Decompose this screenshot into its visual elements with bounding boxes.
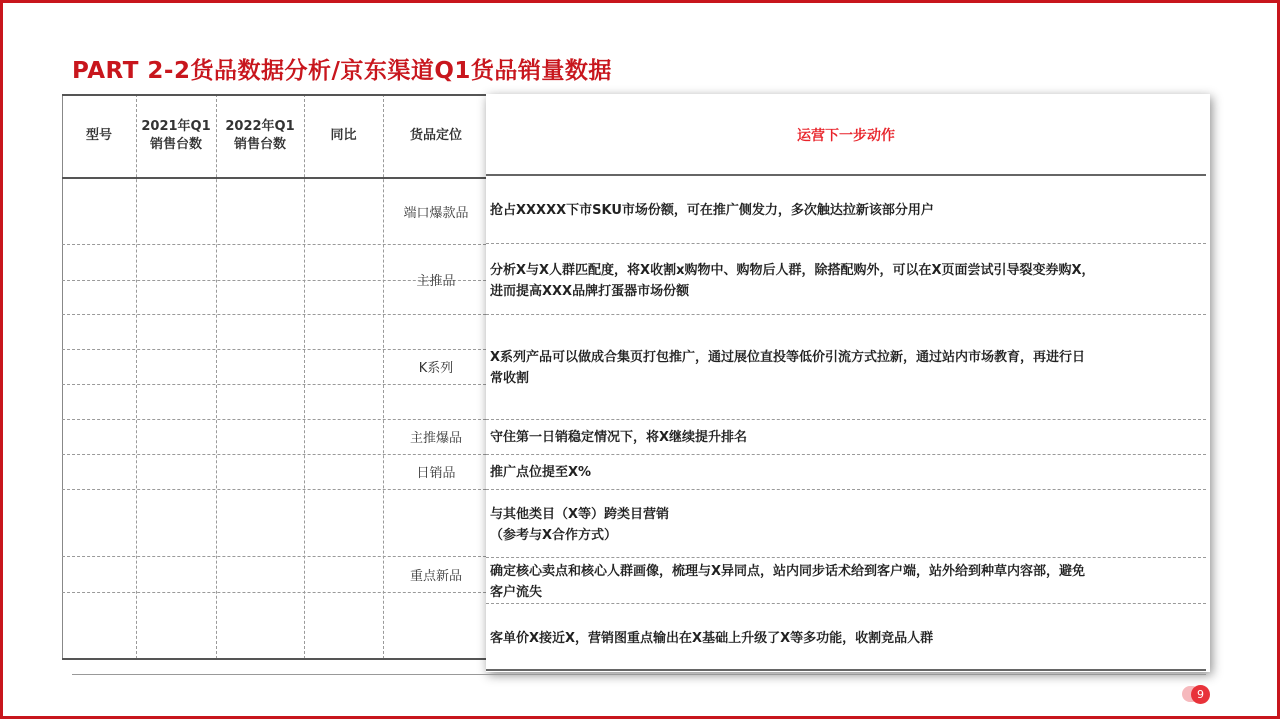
header-positioning (383, 94, 489, 178)
card-header (486, 94, 1206, 176)
card-row-divider (486, 243, 1206, 244)
action-text-line: 客单价X接近X，营销图重点输出在X基础上升级了X等多功能，收割竞品人群 (490, 630, 934, 646)
action-text-line: X系列产品可以做成合集页打包推广，通过展位直投等低价引流方式拉新，通过站内市场教育，再进行日 (490, 350, 1086, 365)
header-yoy (304, 94, 383, 178)
action-row (490, 502, 1202, 548)
category-label: 主推品 (416, 273, 456, 289)
action-row (490, 624, 1202, 652)
action-text-line: 确定核心卖点和核心人群画像，梳理与X异同点，站内同步话术给到客户端，站外给到种草内容部，避免 (490, 564, 1086, 579)
category-label: K系列 (418, 361, 454, 376)
category-cell (386, 419, 486, 454)
header-model-label: 型号 (85, 128, 112, 143)
category-label: 主推爆品 (409, 431, 462, 446)
action-text-line: 推广点位提至X% (490, 464, 592, 480)
action-row (490, 344, 1202, 392)
category-cell (386, 454, 486, 489)
card-bottom-rule (486, 669, 1206, 671)
action-row (490, 559, 1202, 605)
action-text-line: 与其他类目（X等）跨类目营销 (490, 507, 670, 522)
header-positioning-label: 货品定位 (409, 128, 462, 143)
action-text-line: 分析X与X人群匹配度，将X收割x购物中、购物后人群，除搭配购外，可以在X页面尝试引导裂变券购X， (490, 263, 1095, 278)
card-row-divider (486, 419, 1206, 420)
action-row (490, 257, 1202, 305)
header-yoy-label: 同比 (330, 128, 357, 143)
action-text-line: 进而提高XXX品牌打蛋器市场份额 (490, 284, 690, 299)
header-2021-sales-label: 2021年Q1 销售台数 (141, 119, 211, 152)
action-row (490, 195, 1202, 225)
card-row-divider (486, 489, 1206, 490)
category-cell (386, 489, 486, 659)
card-row-divider (486, 314, 1206, 315)
action-text-line: 常收割 (490, 371, 530, 386)
category-label: 重点新品 (409, 568, 462, 584)
card-row-divider (486, 454, 1206, 455)
header-2022-sales (216, 94, 304, 178)
card-header-rule (486, 174, 1206, 176)
page-number-badge (1182, 683, 1212, 705)
action-card (486, 94, 1210, 672)
card-row-divider (486, 557, 1206, 558)
action-text-line: 守住第一日销稳定情况下，将X继续提升排名 (490, 429, 748, 445)
action-row (490, 422, 1202, 452)
header-2021-sales (136, 94, 216, 178)
category-label: 日销品 (416, 466, 456, 481)
action-text-line: （参考与X合作方式） (490, 528, 618, 543)
category-cell (386, 178, 486, 244)
header-model (62, 94, 136, 178)
action-text-line: 抢占XXXXX下市SKU市场份额，可在推广侧发力，多次触达拉新该部分用户 (490, 202, 934, 218)
page-title: PART 2-2货品数据分析/京东渠道Q1货品销量数据 (72, 58, 612, 84)
page-number: 9 (1191, 685, 1210, 704)
footer-rule (72, 674, 1206, 675)
header-2022-sales-label: 2022年Q1 销售台数 (225, 119, 295, 152)
category-label: 端口爆款品 (403, 205, 469, 221)
category-cell (386, 244, 486, 314)
action-text-line: 客户流失 (490, 585, 543, 600)
category-cell (386, 314, 486, 419)
card-header-label: 运营下一步动作 (797, 128, 895, 144)
action-row (490, 457, 1202, 487)
